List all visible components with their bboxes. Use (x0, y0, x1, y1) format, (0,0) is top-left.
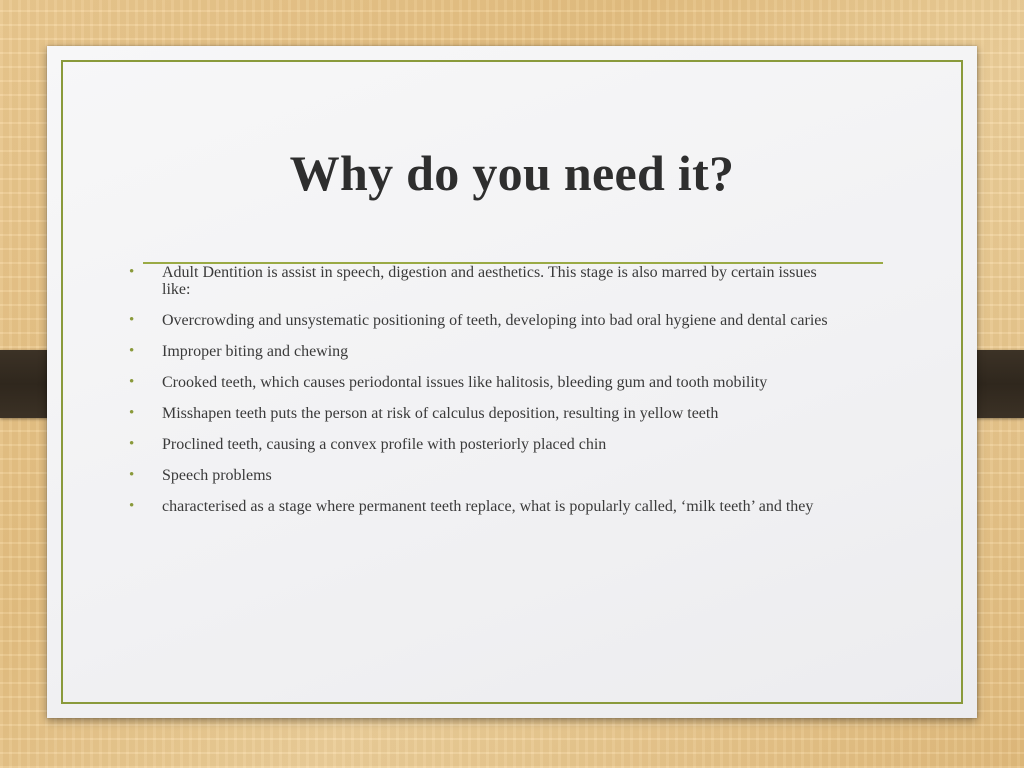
bullet-text: characterised as a stage where permanent teeth replace, what is popularly called, ‘milk teeth’ and they (162, 498, 814, 515)
bullet-item (129, 343, 849, 360)
bullet-dot-icon: • (129, 467, 135, 483)
bullet-dot-icon: • (129, 343, 135, 359)
bullet-text: Misshapen teeth puts the person at risk of calculus deposition, resulting in yellow teeth (162, 405, 719, 422)
bullet-item (129, 312, 849, 329)
bullet-dot-icon: • (129, 264, 135, 280)
bullet-item (129, 405, 849, 422)
bullet-text: Speech problems (162, 467, 272, 484)
bullet-text: Overcrowding and unsystematic positioning of teeth, developing into bad oral hygiene and dental caries (162, 312, 828, 329)
bullet-dot-icon: • (129, 498, 135, 514)
slide-title: Why do you need it? (289, 145, 735, 201)
bullet-item (129, 374, 849, 391)
bullet-dot-icon: • (129, 436, 135, 452)
bullet-text: Improper biting and chewing (162, 343, 349, 360)
bullet-list (129, 264, 849, 529)
bullet-item (129, 467, 849, 484)
bullet-dot-icon: • (129, 312, 135, 328)
bullet-item (129, 436, 849, 453)
bullet-text: Adult Dentition is assist in speech, digestion and aesthetics. This stage is also marred by certain issues like: (162, 264, 817, 298)
bullet-item (129, 264, 849, 298)
bullet-text: Crooked teeth, which causes periodontal issues like halitosis, bleeding gum and tooth mobility (162, 374, 768, 391)
bullet-dot-icon: • (129, 374, 135, 390)
bullet-item (129, 498, 849, 515)
bullet-dot-icon: • (129, 405, 135, 421)
slide-paper (47, 46, 977, 718)
bullet-text: Proclined teeth, causing a convex profile with posteriorly placed chin (162, 436, 607, 453)
